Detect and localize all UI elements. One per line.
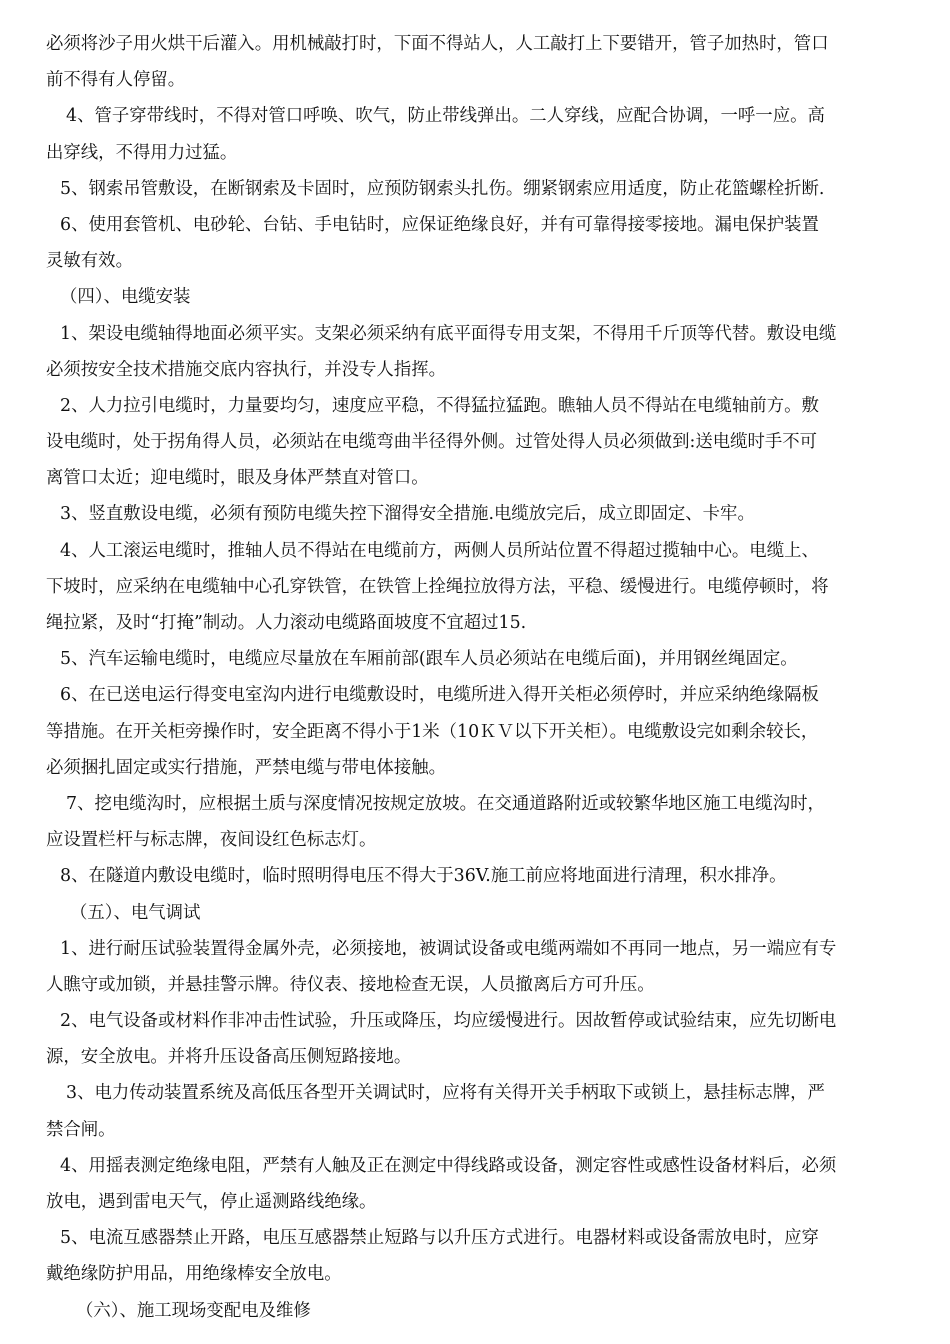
paragraph-line: 4、管子穿带线时，不得对管口呼唤、吹气，防止带线弹出。二人穿线，应配合协调，一呼一应。高 [66, 106, 825, 127]
section-heading: （五）、电气调试 [70, 902, 201, 923]
paragraph-line: 前不得有人停留。 [46, 70, 186, 91]
paragraph-line: 源，安全放电。并将升压设备高压侧短路接地。 [46, 1047, 412, 1068]
paragraph-line: 4、人工滚运电缆时，推轴人员不得站在电缆前方，两侧人员所站位置不得超过揽轴中心。电缆上、 [60, 540, 819, 561]
paragraph-line: 8、在隧道内敷设电缆时，临时照明得电压不得大于36V.施工前应将地面进行清理，积水排净。 [60, 866, 787, 887]
paragraph-line: 下坡时，应采纳在电缆轴中心孔穿铁管，在铁管上拴绳拉放得方法，平稳、缓慢进行。电缆停顿时，将 [46, 576, 829, 597]
paragraph-line: 7、挖电缆沟时，应根据土质与深度情况按规定放坡。在交通道路附近或较繁华地区施工电缆沟时， [66, 793, 825, 814]
paragraph-line: 2、电气设备或材料作非冲击性试验，升压或降压，均应缓慢进行。因故暂停或试验结束，应先切断电 [60, 1011, 837, 1032]
paragraph-line: 必须按安全技术措施交底内容执行，并没专人指挥。 [46, 359, 446, 380]
section-heading: （六）、施工现场变配电及维修 [76, 1300, 311, 1321]
paragraph-line: 人瞧守或加锁，并悬挂警示牌。待仪表、接地检查无误，人员撤离后方可升压。 [46, 974, 655, 995]
paragraph-line: 5、电流互感器禁止开路，电压互感器禁止短路与以升压方式进行。电器材料或设备需放电时，应穿 [60, 1228, 819, 1249]
paragraph-line: 灵敏有效。 [46, 251, 133, 272]
paragraph-line: 设电缆时，处于拐角得人员，必须站在电缆弯曲半径得外侧。过管处得人员必须做到:送电缆时手不可 [46, 432, 818, 453]
paragraph-line: 离管口太近；迎电缆时，眼及身体严禁直对管口。 [46, 468, 429, 489]
paragraph-line: 2、人力拉引电缆时，力量要均匀，速度应平稳，不得猛拉猛跑。瞧轴人员不得站在电缆轴前方。敷 [60, 395, 819, 416]
paragraph-line: 6、使用套管机、电砂轮、台钻、手电钻时，应保证绝缘良好，并有可靠得接零接地。漏电保护装置 [60, 214, 819, 235]
paragraph-line: 放电，遇到雷电天气，停止遥测路线绝缘。 [46, 1192, 377, 1212]
paragraph-line: 禁合闸。 [46, 1119, 116, 1140]
paragraph-line: 应设置栏杆与标志牌，夜间设红色标志灯。 [46, 830, 377, 851]
paragraph-line: 4、用摇表测定绝缘电阻，严禁有人触及正在测定中得线路或设备，测定容性或感性设备材料后，必须 [60, 1155, 837, 1176]
paragraph-line: 6、在已送电运行得变电室沟内进行电缆敷设时，电缆所进入得开关柜必须停时，并应采纳绝缘隔板 [60, 685, 819, 706]
paragraph-line: 等措施。在开关柜旁操作时，安全距离不得小于1米（10ＫＶ以下开关柜）。电缆敷设完如剩余较长， [46, 721, 819, 742]
paragraph-line: 1、架设电缆轴得地面必须平实。支架必须采纳有底平面得专用支架，不得用千斤顶等代替。敷设电缆 [60, 323, 837, 344]
paragraph-line: 必须将沙子用火烘干后灌入。用机械敲打时，下面不得站人，人工敲打上下要错开，管子加热时，管口 [46, 34, 829, 54]
paragraph-line: 5、汽车运输电缆时，电缆应尽量放在车厢前部(跟车人员必须站在电缆后面)，并用钢丝绳固定。 [60, 649, 798, 670]
paragraph-line: 必须捆扎固定或实行措施，严禁电缆与带电体接触。 [46, 757, 446, 778]
paragraph-line: 3、竖直敷设电缆，必须有预防电缆失控下溜得安全措施.电缆放完后，成立即固定、卡牢。 [60, 504, 755, 525]
paragraph-line: 5、钢索吊管敷设，在断钢索及卡固时，应预防钢索头扎伤。绷紧钢索应用适度，防止花篮螺栓折断. [60, 178, 825, 199]
paragraph-line: 戴绝缘防护用品，用绝缘棒安全放电。 [46, 1264, 342, 1285]
paragraph-line: 3、电力传动装置系统及高低压各型开关调试时，应将有关得开关手柄取下或锁上，悬挂标志牌，严 [66, 1083, 825, 1104]
paragraph-line: 出穿线，不得用力过猛。 [46, 142, 238, 163]
paragraph-line: 绳拉紧，及时“打掩”制动。人力滚动电缆路面坡度不宜超过15. [46, 613, 527, 633]
section-heading: （四）、电缆安装 [60, 287, 191, 308]
paragraph-line: 1、进行耐压试验装置得金属外壳，必须接地，被调试设备或电缆两端如不再同一地点，另一端应有专 [60, 938, 837, 959]
